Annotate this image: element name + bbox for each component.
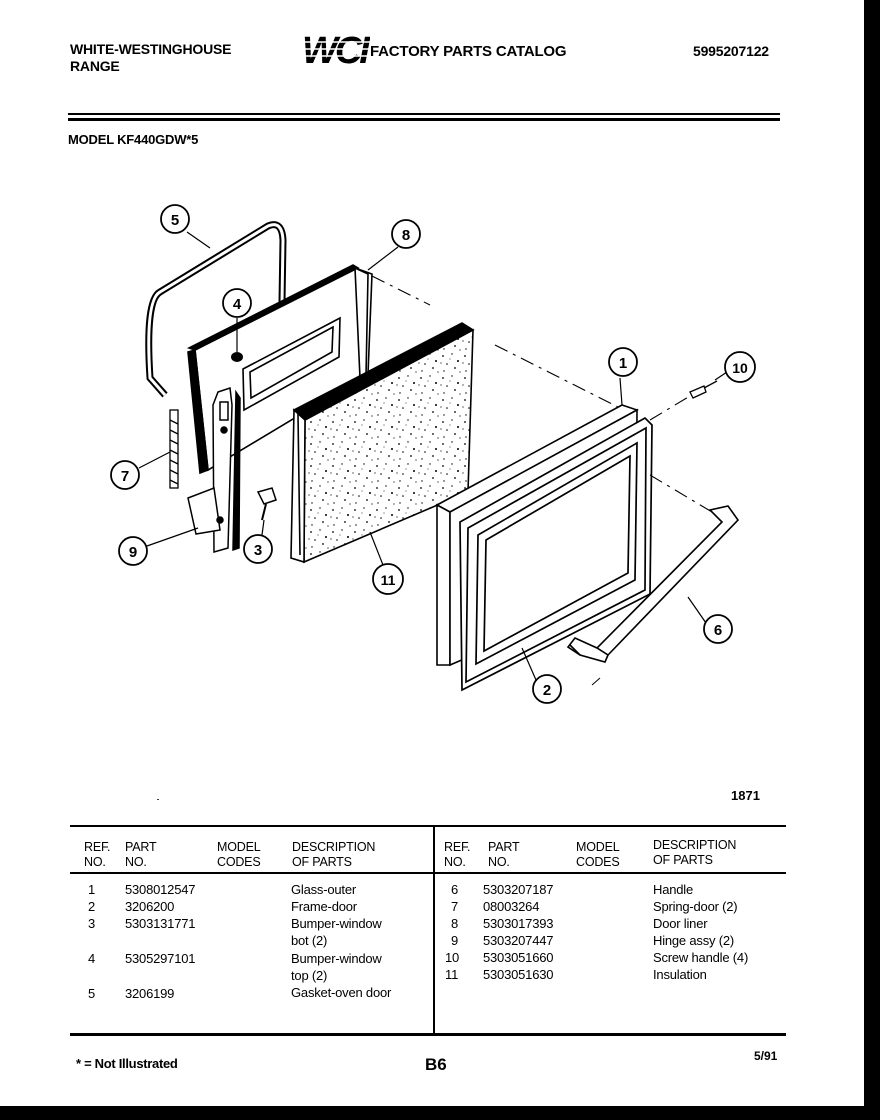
description: Spring-door (2) <box>653 899 738 914</box>
description: Screw handle (4) <box>653 950 749 965</box>
description-line-2: bot (2) <box>291 933 328 948</box>
ref: 4 <box>88 951 96 966</box>
part-number: 08003264 <box>483 899 540 914</box>
catalog-number: 5995207122 <box>693 43 769 59</box>
bumper-bottom-part <box>258 488 276 520</box>
callout-11 <box>373 564 403 594</box>
callout-6 <box>704 615 732 643</box>
part-number: 5303131771 <box>125 916 196 931</box>
figure-number: 1871 <box>731 788 760 803</box>
header-ref: REF. NO. <box>84 840 111 869</box>
svg-text:3: 3 <box>253 542 263 559</box>
tick-mark <box>592 678 600 685</box>
ref: 3 <box>88 916 96 931</box>
callout-9 <box>119 537 147 565</box>
catalog-title: FACTORY PARTS CATALOG <box>370 43 567 60</box>
svg-text:11: 11 <box>380 572 396 588</box>
revision-date: 5/91 <box>754 1049 778 1063</box>
svg-text:9: 9 <box>128 544 138 561</box>
callout-10 <box>725 352 755 382</box>
description: Door liner <box>653 916 708 931</box>
part-number: 3206199 <box>125 986 175 1001</box>
logo-text: WCI <box>302 30 367 68</box>
brand-line-1: WHITE-WESTINGHOUSE <box>70 41 232 57</box>
screw-part <box>690 381 717 398</box>
scan-edge-right <box>864 0 880 1120</box>
table-bottom-rule <box>70 1033 786 1036</box>
table-header-rule <box>70 872 786 874</box>
svg-text:7: 7 <box>120 468 130 485</box>
callout-8 <box>392 220 420 248</box>
description: Gasket-oven door <box>291 985 392 1000</box>
callout-4 <box>223 289 251 317</box>
description: Frame-door <box>291 899 357 914</box>
part-number: 5303207187 <box>483 882 554 897</box>
description: Bumper-window <box>291 951 382 966</box>
scan-edge-bottom <box>0 1106 880 1120</box>
description-line-2: top (2) <box>291 968 328 983</box>
header-model-right: MODEL CODES <box>576 840 620 869</box>
svg-text:6: 6 <box>713 622 723 639</box>
callout-5 <box>161 205 189 233</box>
header-model: MODEL CODES <box>217 840 261 869</box>
header-desc-right: DESCRIPTION OF PARTS <box>653 838 737 867</box>
part-number: 3206200 <box>125 899 175 914</box>
part-number: 5303207447 <box>483 933 554 948</box>
not-illustrated-note: * = Not Illustrated <box>76 1056 178 1071</box>
callout-1 <box>609 348 637 376</box>
brand-line-2: RANGE <box>70 58 120 74</box>
callout-7 <box>111 461 139 489</box>
description: Hinge assy (2) <box>653 933 735 948</box>
description: Glass-outer <box>291 882 356 897</box>
header-part-right: PART NO. <box>488 840 520 869</box>
callout-3 <box>244 535 272 563</box>
part-number: 5303051660 <box>483 950 554 965</box>
ref: 11 <box>445 967 459 982</box>
ref: 8 <box>451 916 459 931</box>
ref: 10 <box>445 950 460 965</box>
description: Bumper-window <box>291 916 382 931</box>
model-number: MODEL KF440GDW*5 <box>68 132 199 147</box>
ref: 7 <box>451 899 459 914</box>
spring-part <box>170 410 178 488</box>
header-ref-right: REF. NO. <box>444 840 471 869</box>
part-number: 5308012547 <box>125 882 196 897</box>
svg-text:2: 2 <box>542 682 552 699</box>
ref: 2 <box>88 899 96 914</box>
header-part: PART NO. <box>125 840 157 869</box>
page-number: B6 <box>425 1055 447 1074</box>
ref: 9 <box>451 933 459 948</box>
svg-text:10: 10 <box>732 360 748 376</box>
ref: 5 <box>88 986 96 1001</box>
callout-2 <box>533 675 561 703</box>
part-number: 5303017393 <box>483 916 554 931</box>
header-desc: DESCRIPTION OF PARTS <box>292 840 376 869</box>
part-number: 5305297101 <box>125 951 196 966</box>
ref: 1 <box>88 882 96 897</box>
svg-text:4: 4 <box>232 296 242 313</box>
table-top-rule <box>70 825 786 827</box>
table-center-divider <box>433 826 435 1034</box>
svg-text:8: 8 <box>401 227 411 244</box>
description: Insulation <box>653 967 707 982</box>
svg-text:5: 5 <box>170 212 180 229</box>
part-number: 5303051630 <box>483 967 554 982</box>
description: Handle <box>653 882 693 897</box>
svg-text:1: 1 <box>618 355 628 372</box>
ref: 6 <box>451 882 459 897</box>
